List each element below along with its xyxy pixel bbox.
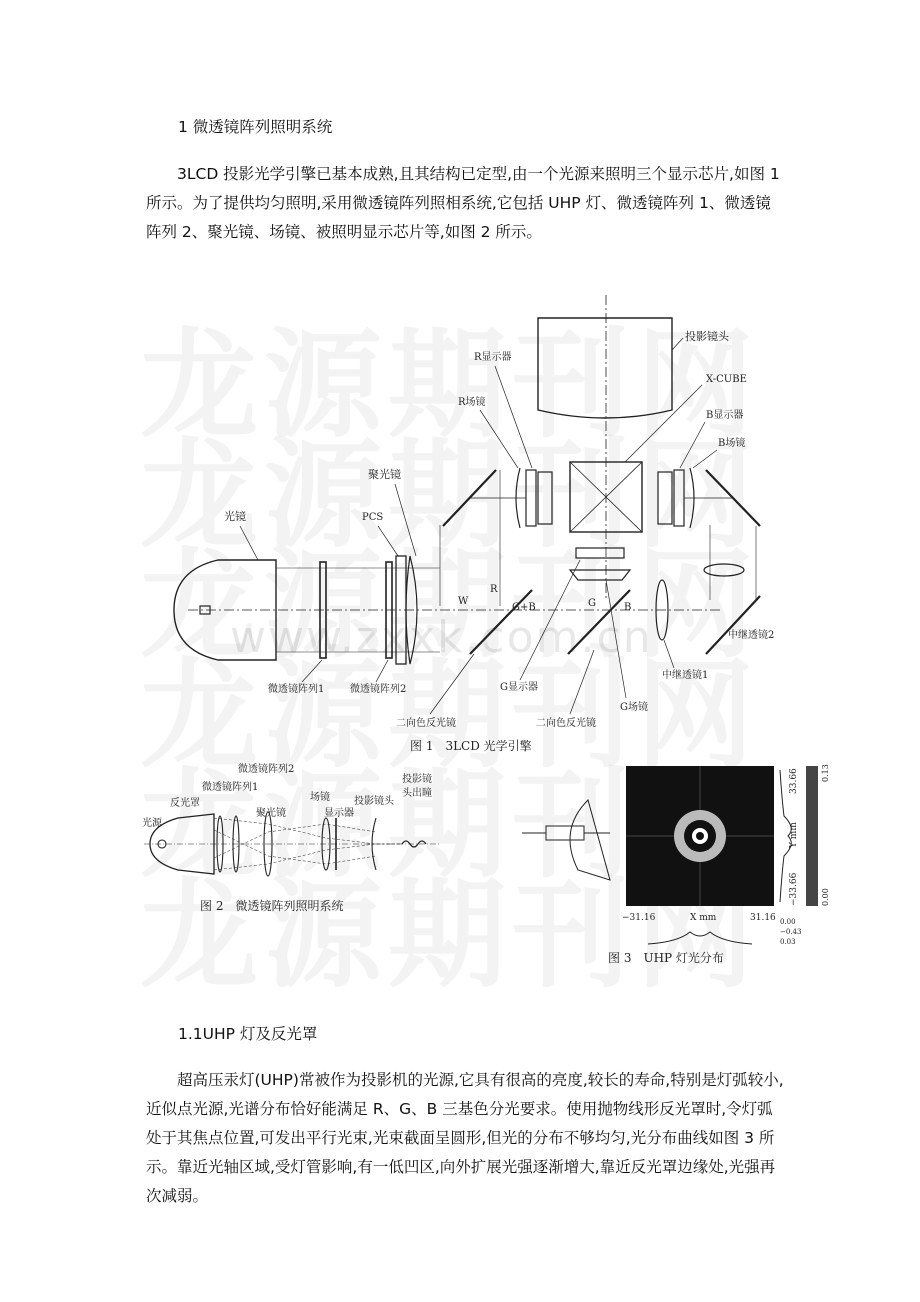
label-xcube: X-CUBE bbox=[706, 374, 747, 385]
section-heading-1: 1 微透镜阵列照明系统 bbox=[178, 118, 333, 136]
figure-1-diagram bbox=[140, 270, 840, 760]
fig2-label-display: 显示器 bbox=[324, 808, 354, 819]
fig2-label-condenser: 聚光镜 bbox=[256, 808, 286, 819]
label-relay1: 中继透镜1 bbox=[662, 670, 709, 681]
label-r: R bbox=[490, 584, 498, 595]
fig3-x-label: X mm bbox=[690, 913, 717, 923]
label-mla1: 微透镜阵列1 bbox=[268, 684, 325, 695]
section-paragraph-1: 3LCD 投影光学引擎已基本成熟,且其结构已定型,由一个光源来照明三个显示芯片,如图 1 所示。为了提供均匀照明,采用微透镜阵列照相系统,它包括 UHP 灯、微透镜阵列 1、微透镜阵列 2、聚光镜、场镜、被照明显示芯片等,如图 2 所示。 bbox=[146, 165, 780, 241]
fig2-label-proj-lens-b: 头出瞳 bbox=[402, 788, 432, 799]
label-r-display: R显示器 bbox=[474, 352, 512, 363]
label-b-display: B显示器 bbox=[706, 410, 744, 421]
label-r-field: R场镜 bbox=[458, 397, 486, 408]
figure-1-caption: 图 1 3LCD 光学引擎 bbox=[410, 739, 532, 753]
watermark-url: www.zxxk.com.cn bbox=[230, 612, 653, 663]
fig3-readout-2: 0.03 bbox=[780, 938, 796, 946]
fig2-label-proj-lens-a: 投影镜 bbox=[402, 774, 432, 785]
fig3-bar-top: 0.13 bbox=[821, 764, 830, 782]
fig3-readout-1: −0.43 bbox=[780, 928, 802, 936]
section-paragraph-1-1: 超高压汞灯(UHP)常被作为投影机的光源,它具有很高的亮度,较长的寿命,特别是灯弧较小,近似点光源,光谱分布恰好能满足 R、G、B 三基色分光要求。使用抛物线形反光罩时,令灯弧处于其焦点位置,可发出平行光束,光束截面呈圆形,但光的分布不够均匀,光分布曲线如图 3 所示。靠近光轴区域,受灯管影响,有一低凹区,向外扩展光强逐渐增大,靠近反光罩边缘处,光强再次减弱。 bbox=[146, 1071, 784, 1205]
fig3-x-max: 31.16 bbox=[750, 913, 776, 923]
label-b-field: B场镜 bbox=[718, 438, 746, 449]
fig3-y-max: 33.66 bbox=[789, 768, 799, 794]
figure-3-caption: 图 3 UHP 灯光分布 bbox=[608, 951, 724, 965]
label-dichroic1: 二向色反光镜 bbox=[396, 718, 456, 729]
label-dichroic2: 二向色反光镜 bbox=[536, 718, 596, 729]
fig3-y-min: −33.66 bbox=[789, 872, 799, 906]
fig3-readout-0: 0.00 bbox=[780, 918, 796, 926]
section-heading-1-1: 1.1UHP 灯及反光罩 bbox=[178, 1025, 318, 1043]
label-relay2: 中继透镜2 bbox=[728, 630, 775, 641]
label-g-field: G场镜 bbox=[620, 702, 648, 713]
fig3-y-label: Y mm bbox=[789, 822, 799, 848]
label-pcs: PCS bbox=[362, 512, 384, 523]
fig2-label-reflector: 反光罩 bbox=[170, 798, 200, 809]
label-condenser: 聚光镜 bbox=[368, 468, 401, 481]
figure-2-diagram bbox=[140, 760, 450, 970]
figure-block bbox=[140, 270, 840, 970]
fig2-label-field: 场镜 bbox=[310, 792, 330, 803]
label-projection-lens: 投影镜头 bbox=[685, 330, 729, 343]
fig2-label-mla2: 微透镜阵列2 bbox=[238, 764, 295, 775]
figure-3-diagram bbox=[518, 760, 838, 970]
fig2-label-proj-lens: 投影镜头 bbox=[354, 796, 394, 807]
label-reflector: 光镜 bbox=[224, 510, 246, 523]
label-w: W bbox=[458, 596, 469, 607]
fig2-label-mla1: 微透镜阵列1 bbox=[202, 782, 259, 793]
label-g-display: G显示器 bbox=[500, 682, 538, 693]
fig3-x-min: −31.16 bbox=[622, 913, 656, 923]
label-gb: G+B bbox=[512, 602, 536, 613]
fig3-bar-bottom: 0.00 bbox=[821, 888, 830, 906]
label-g: G bbox=[588, 598, 596, 609]
figure-2-caption: 图 2 微透镜阵列照明系统 bbox=[200, 899, 344, 913]
label-mla2: 微透镜阵列2 bbox=[350, 684, 407, 695]
label-b: B bbox=[624, 602, 632, 613]
fig2-label-source: 光源 bbox=[142, 818, 162, 829]
